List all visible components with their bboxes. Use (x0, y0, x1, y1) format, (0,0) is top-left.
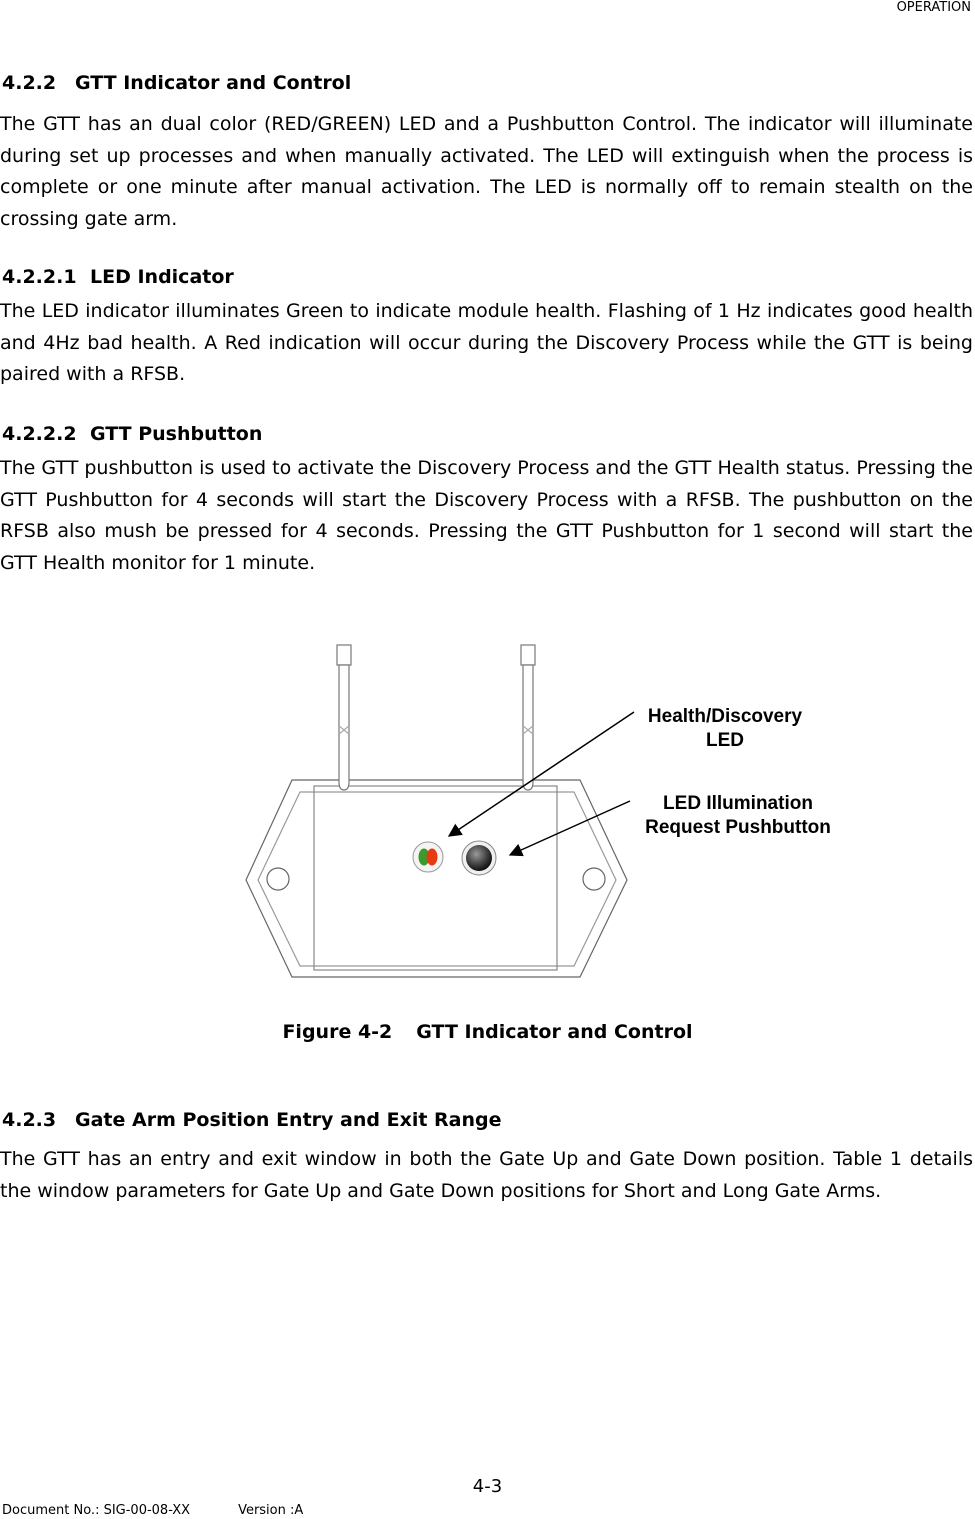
version: Version :A (238, 1503, 304, 1518)
heading-number: 4.2.2 (2, 72, 57, 94)
heading-4-2-3 (2, 1109, 502, 1131)
heading-number: 4.2.2.1 (2, 266, 77, 288)
led-red (427, 849, 438, 866)
paragraph-4-2-2: The GTT has an dual color (RED/GREEN) LED and a Pushbutton Control. The indicator will illuminate during set up processes and when manually activated. The LED will extinguish when the process is complete or one minute after manual activation. The LED is normally off to remain stealth on the crossing gate arm. (0, 113, 973, 230)
heading-title: LED Indicator (90, 266, 234, 288)
heading-title: GTT Indicator and Control (75, 72, 352, 94)
figure-caption-title: GTT Indicator and Control (416, 1021, 693, 1043)
footer (2, 1503, 303, 1518)
page-number: 4-3 (472, 1476, 503, 1497)
antenna-left (337, 645, 351, 790)
heading-4-2-2 (2, 72, 351, 94)
section-tag: OPERATION (896, 0, 971, 15)
label-pushbutton-line1: LED Illumination (663, 793, 813, 814)
paragraph-4-2-2-1: The LED indicator illuminates Green to indicate module health. Flashing of 1 Hz indicates good health and 4Hz bad health. A Red indication will occur during the Discovery Process while the GTT is being paired with a RFSB. (0, 300, 973, 385)
heading-number: 4.2.3 (2, 1109, 57, 1131)
figure-caption (0, 1021, 975, 1043)
label-led-line2: LED (706, 730, 744, 751)
heading-number: 4.2.2.2 (2, 423, 77, 445)
antenna-right (521, 645, 535, 790)
illumination-pushbutton[interactable] (462, 841, 496, 875)
gtt-housing (246, 780, 627, 977)
figure-caption-number: Figure 4-2 (282, 1021, 393, 1043)
heading-title: Gate Arm Position Entry and Exit Range (75, 1109, 502, 1131)
paragraph-4-2-3: The GTT has an entry and exit window in both the Gate Up and Gate Down position. Table 1 details the window parameters for Gate Up and Gate Down positions for Short and Long Gate Arms. (0, 1148, 973, 1202)
heading-4-2-2-1 (2, 266, 234, 288)
heading-title: GTT Pushbutton (90, 423, 263, 445)
label-led-line1: Health/Discovery (647, 706, 803, 727)
paragraph-4-2-2-2: The GTT pushbutton is used to activate the Discovery Process and the GTT Health status. Pressing the GTT Pushbutton for 4 seconds will start the Discovery Process with a RFSB. The pushbutton on the RFSB also mush be pressed for 4 seconds. Pressing the GTT Pushbutton for 1 second will start the GTT Health monitor for 1 minute. (0, 457, 973, 574)
label-pushbutton-line2: Request Pushbutton (645, 817, 831, 838)
gtt-figure (0, 620, 975, 1000)
arrow-to-led (449, 712, 634, 836)
dual-color-led (413, 842, 443, 872)
document-number: Document No.: SIG-00-08-XX (2, 1503, 191, 1518)
heading-4-2-2-2 (2, 423, 262, 445)
